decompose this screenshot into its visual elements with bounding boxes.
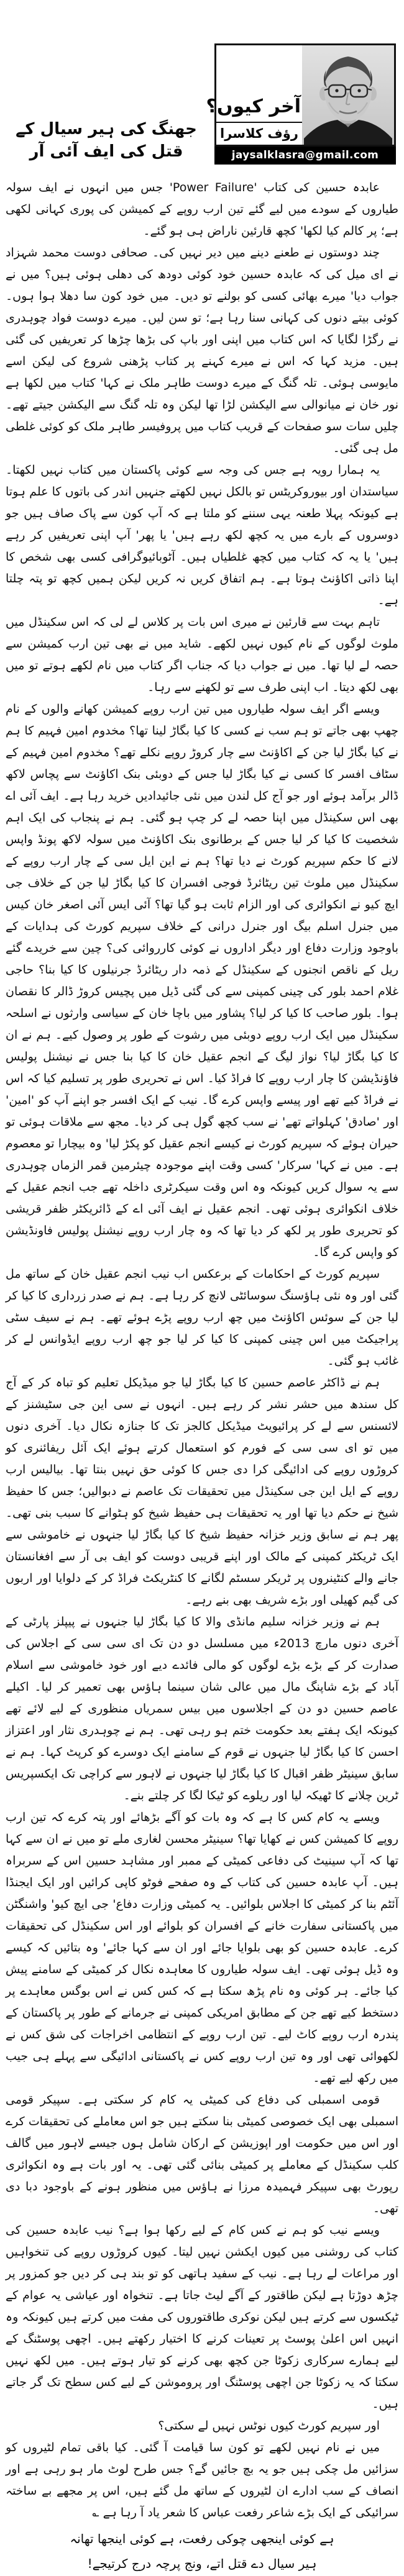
article-paragraph: اور سپریم کورٹ کیوں نوٹس نہیں لے سکتی؟ [158, 2419, 380, 2433]
article-headline: جھنگ کی ہیر سیال کے قتل کی ایف آئی آر [16, 120, 197, 161]
poem-line: ہیر سیال دے قتل اتے، ونج پرچہ درج کرتیجے! [87, 2556, 317, 2571]
article-paragraph: چند دوستوں نے طعنے دینے میں دیر نہیں کی۔ صحافی دوست محمد شہزاد نے ای میل کی کہ عابدہ حسین خود کوئی دودھ کی دھلی ہوئی ہیں؟ میں نے جواب دیا' میرے بھائی کسی کو بولنے تو دیں۔ میں خود کون سا دھلا ہوا ہوں۔ کوئی بیتے دنوں کی کہانی سنا رہا ہے؛ تو سن لیں۔ میرے دوست فواد چوہدری نے رگڑا لگایا کہ اس کتاب میں اپنی اور باپ کی بڑھا چڑھا کر تعریفیں کی گئی ہیں۔ مزید کہا کہ اس نے میرے کہنے پر کتاب پڑھنی شروع کی لیکن اسے مایوسی ہوئی۔ تلہ گنگ کے میرے دوست طاہر ملک نے کہا' کتاب میں لکھا ہے نور خان نے میانوالی سے الیکشن لڑا تھا لیکن وہ تلہ گنگ سے الیکشن جیتے تھے۔ چلیں سات سو صفحات کے قریب کتاب میں پروفیسر طاہر ملک کو کوئی غلطی مل ہی گئی۔ [6, 246, 398, 455]
masthead-box [206, 43, 396, 147]
article-paragraph: سپریم کورٹ کے احکامات کے برعکس اب نیب انجم عقیل خان کے ساتھ مل گئی اور وہ نئی ہاؤسنگ سوسائٹی لانچ کر رہا ہے۔ ہم نے صدر زرداری کا کیا کر لیا جن کے سوئس اکاؤنٹ میں چھ ارب روپے پڑے ہوئے تھے۔ ہم نے سیف سٹی پراجیکٹ میں اس چینی کمپنی کا کیا کر لیا جو چھ ارب روپے ایڈوانس لے کر غائب ہو گئی۔ [6, 1267, 398, 1368]
article-paragraph: میں نے نام نہیں لکھے تو کون سا قیامت آ گئی۔ کیا باقی تمام لٹیروں کو سزائیں مل چکی ہیں جو یہ بچ جائیں گے؟ جس طرح لوٹ مار ہو رہی ہے اور انصاف کے سب ادارے ان لٹیروں کے ساتھ مل گئے ہیں، اس پر مجھے بے ساختہ سرائیکی کے ایک بڑے شاعر رفعت عباس کا شعر یاد آ رہا ہے ؎ [6, 2441, 398, 2520]
article-body [0, 177, 404, 2524]
author-name: رؤف کلاسرا [220, 126, 298, 141]
author-portrait-illustration [302, 45, 394, 145]
author-email: jaysalklasra@gmail.com [214, 147, 396, 165]
column-title: آخر کیوں؟ [216, 96, 302, 123]
column-masthead [206, 43, 396, 165]
article-paragraph: قومی اسمبلی کی دفاع کی کمیٹی یہ کام کر سکتی ہے۔ سپیکر قومی اسمبلی بھی ایک خصوصی کمیٹی بنا سکتے ہیں جو اس معاملے کی تحقیقات کرے اور اس میں حکومت اور اپوزیشن کے ارکان شامل ہوں جیسے لاہور میں گالف کلب سکینڈل کے معاملے پر کمیٹی بنائی گئی تھی۔ یہ اور بات ہے وہ انکوائری رپورٹ بھی سپیکر فہمیدہ مرزا نے ہاؤس میں منظور ہونے کے باوجود دبا دی تھی۔ [6, 2093, 398, 2215]
article-paragraph: یہ ہمارا رویہ ہے جس کی وجہ سے کوئی پاکستان میں کتاب نہیں لکھتا۔ سیاستدان اور بیوروکریٹس تو بالکل نہیں لکھتے جنہیں اندر کی باتوں کا علم ہوتا ہے کیونکہ پہلا طعنہ یہی سننے کو ملتا ہے کہ آپ کون سے پاک صاف ہیں جو دوسروں کے بارے میں یہ کچھ لکھ رہے ہیں' یا پھر' آپ اپنی تعریفیں کر رہے ہیں' یا یہ کہ کتاب میں کچھ غلطیاں ہیں۔ آٹوبائیوگرافی کسی بھی شخص کا اپنا ذاتی اکاؤنٹ ہوتا ہے۔ ہم اتفاق کریں نہ کریں لیکن ہمیں کچھ تو پتہ چلتا ہے۔ [6, 463, 398, 607]
article-paragraph: عابدہ حسین کی کتاب 'Power Failure' جس میں انہوں نے ایف سولہ طیاروں کے سودے میں لیے گئے تین ارب روپے کے کمیشن کی پوری کہانی لکھی ہے؛ پر کالم کیا لکھا' کچھ قارئین ناراض ہی ہو گئے۔ [6, 181, 398, 238]
author-photo [302, 45, 394, 145]
page-header [0, 0, 404, 177]
article-paragraph: ویسے اگر ایف سولہ طیاروں میں تین ارب روپے کمیشن کھانے والوں کے نام چھپ بھی جاتے تو ہم سب نے کسی کا کیا بگاڑ لینا تھا؟ مخدوم امین فہیم کا ہم نے کیا بگاڑ لیا جن کے اکاؤنٹ سے چار کروڑ روپے نکلے تھے؟ مخدوم امین فہیم کے سٹاف افسر کا کسی نے کیا بگاڑ لیا جس کے دوبئی بنک اکاؤنٹ سے پچاس لاکھ ڈالر برآمد ہوئے اور جو آج کل لندن میں نئی جائیدادیں خرید رہا ہے۔ ایف آئی اے بھی اس سکینڈل میں اپنا حصہ لے کر چپ ہو گئی۔ ہم نے پنجاب کی ایک اہم شخصیت کا کیا کر لیا جس کے برطانوی بنک اکاؤنٹ میں سولہ لاکھ پونڈ واپس لانے کا حکم سپریم کورٹ نے دیا تھا؟ ہم نے این ایل سی کے چار ارب روپے کے سکینڈل میں ملوث تین ریٹائرڈ فوجی افسران کا کیا بگاڑ لیا جن کے خلاف جی ایچ کیو نے انکوائری کی اور الزام ثابت ہو گیا تھا؟ آئی ایس آئی اصغر خان کیس میں جنرل اسلم بیگ اور جنرل درانی کے خلاف سپریم کورٹ کی ہدایات کے باوجود وزارت دفاع اور دیگر اداروں نے کوئی کارروائی کی؟ چین سے خریدے گئے ریل کے ناقص انجنوں کے سکینڈل کے ذمہ دار ریٹائرڈ جرنیلوں کا کیا بنا؟ حاجی غلام احمد بلور کی چینی کمپنی سے کی گئی ڈیل میں پچیس کروڑ ڈالر کا نقصان ہوا۔ بلور صاحب کا کیا کر لیا؟ پشاور میں باچا خان کے سیاسی وارثوں نے اسلحہ سکینڈل میں ایک ارب روپے دوبئی میں رشوت کے طور پر وصول کیے۔ ہم نے ان کا کیا بگاڑ لیا؟ نواز لیگ کے انجم عقیل خان کا کیا بنا جس نے نیشنل پولیس فاؤنڈیشن کا چار ارب روپے کا فراڈ کیا۔ اس نے تحریری طور پر تسلیم کیا کہ اس نے فراڈ کیے تھے اور پیسے واپس کرے گا۔ نیب کے ایک افسر جو اپنے آپ کو 'امین' اور 'صادق' کہلواتے تھے' نے سب کچھ گول ہی کر دیا۔ مجھ سے ملاقات ہوئی تو حیران ہوئے کہ سپریم کورٹ نے کیسے انجم عقیل کو پکڑ لیا' وہ بیچارا تو معصوم ہے۔ میں نے کہا' سرکار' کسی وقت اپنے موجودہ چیئرمین قمر الزماں چوہدری سے یہ سوال کریں کیونکہ وہ اس وقت سیکرٹری داخلہ تھے جب انجم عقیل کے خلاف انکوائری ہوئی تھی۔ انجم عقیل نے ایف آئی اے کے ڈائریکٹر ظفر قریشی کو تحریری طور پر لکھ کر دیا تھا کہ وہ چار ارب روپے نیشنل پولیس فاونڈیشن کو واپس کرے گا۔ [6, 702, 399, 1259]
article-paragraph: ویسے یہ کام کس کا ہے کہ وہ بات کو آگے بڑھائے اور پتہ کرے کہ تین ارب روپے کا کمیشن کس نے کھایا تھا؟ سینیٹر محسن لغاری ملے تو میں نے ان سے کہا تھا کہ آپ سینیٹ کی دفاعی کمیٹی کے ممبر اور مشاہد حسین اس کے سربراہ ہیں۔ آپ عابدہ حسین کی کتاب کے وہ صفحے فوٹو کاپی کرائیں اور ایک ایجنڈا آئٹم بنا کر کمیٹی کا اجلاس بلوائیں۔ یہ کمیٹی وزارت دفاع' جی ایچ کیو' واشنگٹن میں پاکستانی سفارت خانے کے افسران کو بلوائے اور اس سکینڈل کی تحقیقات کرے۔ عابدہ حسین کو بھی بلوایا جائے اور ان سے کہا جائے' وہ بتائیں کہ کیسے وہ ڈیل ہوئی تھی۔ ایف سولہ طیاروں کا معاہدہ نکال کر کمیٹی کے سامنے پیش کیا جائے۔ ہر کوئی وہ نام پڑھ سکتا ہے کہ کس کس نے اس بوگس معاہدے پر دستخط کیے تھے جن کے مطابق امریکی کمپنی نے جرمانے کے طور پر پاکستان کے پندرہ ارب روپے کاٹ لیے۔ تین ارب روپے کے انتظامی اخراجات کی شق کس نے لکھوائی تھی اور وہ تین ارب روپے کس نے پاکستانی ادائیگی سے پہلے ہی جیب میں رکھ لیے تھے۔ [6, 1810, 398, 2085]
poem-line: ہے کوئی اینجھی چوکی رفعت، ہے کوئی اینجھا تھانہ [70, 2531, 334, 2546]
poem [0, 2526, 404, 2576]
article-paragraph: ہم نے ڈاکٹر عاصم حسین کا کیا بگاڑ لیا جو میڈیکل تعلیم کو تباہ کر کے آج کل سندھ میں حشر نشر کر رہے ہیں۔ انہوں نے سی این جی سٹیشنز کے لائسنس سے لے کر پرائیویٹ میڈیکل کالجز تک کا جنازہ نکال دیا۔ آخری دنوں میں تو ای سی سی کے فورم کو استعمال کرتے ہوئے ایک آئل ریفائنری کو کروڑوں روپے کی ادائیگی کرا دی جس کا کوئی حق نہیں بنتا تھا۔ بیالیس ارب روپے کے ایل این جی سکینڈل میں تحقیقات تک عاصم نے دبوالیں؛ جس کا حفیظ شیخ نے حکم دیا تھا اور یہ تحقیقات ہی حفیظ شیخ کو ہٹوانے کا سبب بنی تھی۔ پھر ہم نے سابق وزیر خزانہ حفیظ شیخ کا کیا بگاڑ لیا جنہوں نے خاموشی سے ایک ٹریکٹر کمپنی کے مالک اور اپنے قریبی دوست کو ایف بی آر سے افغانستان جانے والے کنٹینروں پر ٹریکر سسٹم لگانے کا کنٹریکٹ فراڈ کر کے دلوایا اور اربوں کی گیم کھیلی اور بڑے شریف بھی بنے رہے۔ [6, 1376, 398, 1607]
article-paragraph: ہم نے وزیر خزانہ سلیم مانڈی والا کا کیا بگاڑ لیا جنہوں نے پیپلز پارٹی کے آخری دنوں مارچ 2013ء میں مسلسل دو دن تک ای سی سی کے اجلاس کی صدارت کر کے بڑے بڑے لوگوں کو مالی فائدے دیے اور خود خاموشی سے اسلام آباد کے بڑے شاپنگ مال میں عالی شان سینما ہاؤس بھی تعمیر کر لیا۔ اکیلے عاصم حسین دو دن کے اجلاسوں میں بیس سمریاں منظوری کے لیے لائے تھے کیونکہ ایک ہفتے بعد حکومت ختم ہو رہی تھی۔ ہم نے چوہدری نثار اور اعتزاز احسن کا کیا بگاڑ لیا جنہوں نے قوم کے سامنے ایک دوسرے کو کرپٹ کہا۔ ہم نے سابق سینیٹر ظفر اقبال کا کیا بگاڑ لیا جنہوں نے لاہور سے کراچی تک ایکسپریس ٹرین چلانے کا ٹھیکہ لیا اور ریلوے کو ٹیکا لگا کر چلتے بنے۔ [6, 1615, 399, 1802]
masthead-text-block [206, 45, 302, 145]
article-paragraph: تاہم بہت سے قارئین نے میری اس بات پر کلاس لے لی کہ اس سکینڈل میں ملوث لوگوں کے نام کیوں نہیں لکھے۔ شاید میں نے بھی تین ارب کمیشن سے حصہ لے لیا تھا۔ میں نے جواب دیا کہ جناب اگر کتاب میں نام لکھے ہوتے تو میں بھی لکھ دیتا۔ اب اپنی طرف سے تو لکھنے سے رہا۔ [6, 615, 398, 694]
article-paragraph: ویسے نیب کو ہم نے کس کام کے لیے رکھا ہوا ہے؟ نیب عابدہ حسین کی کتاب کی روشنی میں کیوں ایکشن نہیں لیتا۔ کیوں کروڑوں روپے کی تنخواہیں اور مراعات لے رہا ہے۔ نیب کے سفید ہاتھی کو تو بند ہی کر دیں جو کمزور پر چڑھ دوڑتا ہے لیکن طاقتور کے آگے لیٹ جاتا ہے۔ تنخواہ اور عیاشی یہ عوام کے ٹیکسوں سے کرتے ہیں لیکن نوکری طاقتوروں کی مفت میں کرتے ہیں کیونکہ وہ انہیں اس اعلیٰ پوسٹ پر تعینات کرنے کا اختیار رکھتے ہیں۔ اچھی پوسٹنگ کے لیے ہمارے سرکاری زکوٹا جن کچھ بھی کرنے کو تیار ہوتے ہیں۔ میں لکھ نہیں سکتا کہ یہ زکوٹا جن اچھی پوسٹنگ اور پروموشن کے لیے کس سطح تک گر جاتے ہیں۔ [6, 2223, 398, 2411]
